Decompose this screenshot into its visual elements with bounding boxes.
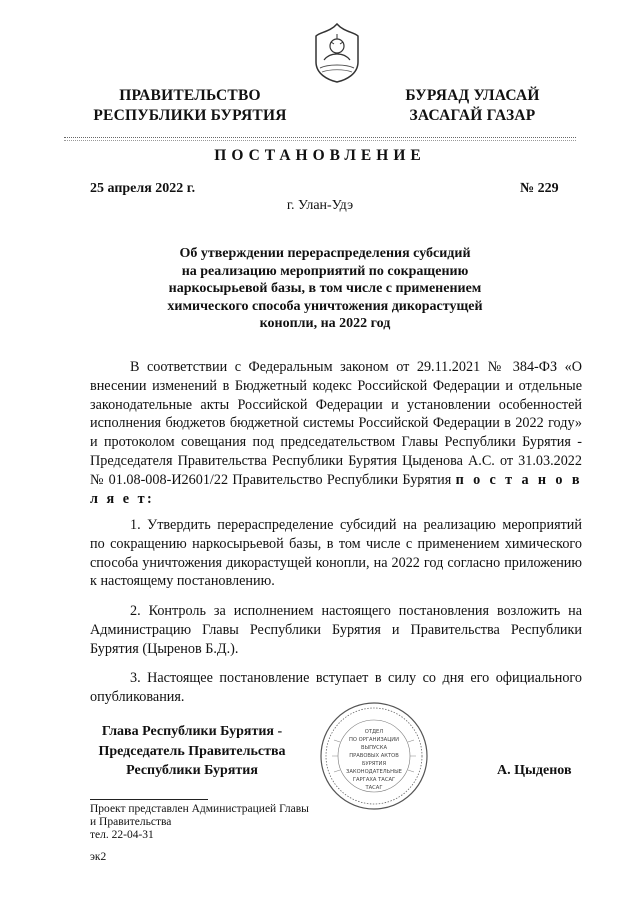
subject-line: конопли, на 2022 год — [259, 316, 391, 331]
official-stamp — [318, 700, 430, 812]
subject-line: на реализацию мероприятий по сокращению — [181, 263, 469, 279]
signatory-name: А. Цыденов — [497, 763, 572, 778]
signatory-title-line: Глава Республики Бурятия - — [101, 724, 283, 739]
republic-emblem-icon — [310, 22, 364, 84]
footer-line: тел. 22-04-31 — [90, 829, 154, 841]
preamble-paragraph — [90, 358, 582, 508]
subject-line: наркосырьевой базы, в том числе с применением — [168, 281, 482, 296]
header-right-line1: БУРЯАД УЛАСАЙ — [405, 87, 540, 104]
item-1-text: 1. Утвердить перераспределение субсидий на реализацию мероприятий по сокращению наркосырьевой базы, в том числе с применением химического способа уничтожения дикорастущей конопли, на 2022 год согласно приложению к настоящему постановлению. — [90, 517, 582, 590]
item-1-paragraph — [90, 516, 582, 591]
document-type: ПОСТАНОВЛЕНИЕ — [214, 147, 426, 164]
document-subject — [150, 245, 500, 333]
subject-line: химического способа уничтожения дикорастущей — [167, 298, 483, 314]
resolves-word: п о с т а н о в л я е т: — [90, 471, 582, 507]
subject-line: Об утверждении перераспределения субсидий — [179, 246, 471, 261]
government-name-ru — [80, 86, 300, 126]
header-left-line2: РЕСПУБЛИКИ БУРЯТИЯ — [93, 107, 287, 124]
header-right-line2: ЗАСАГАЙ ГАЗАР — [409, 107, 536, 124]
stamp-text: ПРАВОВЫХ АКТОВ — [349, 753, 399, 759]
header-divider-secondary — [64, 140, 576, 141]
stamp-text: ЗАКОНОДАТЕЛЬНЫЕ — [346, 769, 402, 775]
stamp-text: БУРЯТИЯ — [361, 761, 387, 767]
stamp-text: ТАСАГ — [365, 785, 383, 791]
header-divider — [64, 137, 576, 138]
footer-note — [90, 803, 309, 842]
footer-divider — [90, 799, 208, 800]
stamp-text: ОТДЕЛ — [364, 729, 384, 735]
footer-line: Проект представлен Администрацией Главы — [90, 803, 309, 815]
stamp-text: ПО ОРГАНИЗАЦИИ — [348, 737, 400, 743]
document-number: № 229 — [520, 181, 559, 196]
footer-line: и Правительства — [90, 816, 172, 828]
signatory-title-line: Председатель Правительства — [98, 743, 286, 759]
document-city: г. Улан-Удэ — [286, 198, 354, 213]
stamp-text: ВЫПУСКА — [360, 745, 388, 751]
government-name-bua — [385, 86, 560, 126]
header-left-line1: ПРАВИТЕЛЬСТВО — [119, 87, 261, 104]
signatory-title — [82, 722, 302, 781]
item-2-text: 2. Контроль за исполнением настоящего постановления возложить на Администрацию Главы Республики Бурятия и Правительства Республики Бурятия (Цыренов Б.Д.). — [90, 603, 582, 657]
stamp-text: ГАРГАХА ТАСАГ — [352, 777, 396, 783]
document-code: эк2 — [90, 851, 107, 863]
preamble-text: В соответствии с Федеральным законом от 29.11.2021 № 384-ФЗ «О внесении изменений в Бюджетный кодекс Российской Федерации и отдельные законодательные акты Российской Федерации и установлении особенностей исполнения бюджетов бюджетной системы Российской Федерации в 2022 году» и протоколом совещания под председательством Главы Республики Бурятия - Председателя Правительства Республики Бурятия Цыденова А.С. от 31.03.2022 № 01.08-008-И2601/22 Правительство Республики Бурятия — [90, 359, 582, 488]
document-date: 25 апреля 2022 г. — [90, 181, 196, 196]
signatory-title-line: Республики Бурятия — [126, 763, 258, 778]
item-3-text: 3. Настоящее постановление вступает в силу со дня его официального опубликования. — [90, 670, 582, 705]
item-2-paragraph — [90, 602, 582, 658]
